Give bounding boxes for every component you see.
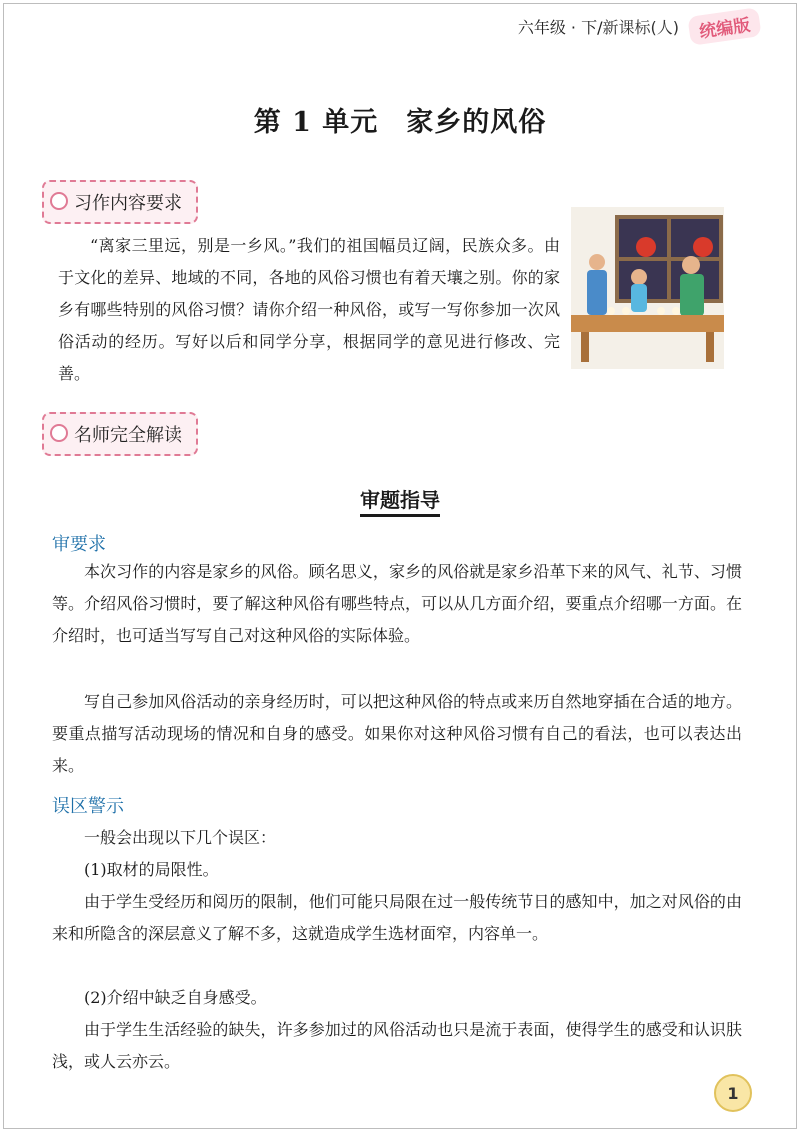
paragraph-5: 由于学生受经历和阅历的限制，他们可能只局限在过一般传统节日的感知中，加之对风俗的由来和所隐含的深层意义了解不多，这就造成学生选材面窄，内容单一。 — [52, 892, 742, 943]
paragraph-3: 一般会出现以下几个误区： — [84, 828, 277, 847]
tag-analysis — [42, 412, 198, 456]
page-number: 1 — [714, 1074, 752, 1112]
header-standard: 新课标(人) — [602, 18, 679, 37]
section-title — [0, 484, 800, 513]
running-header — [518, 12, 760, 41]
header-grade: 六年级 · 下/ — [517, 18, 603, 37]
section-title-text: 审题指导 — [360, 488, 440, 517]
paragraph-1: 本次习作的内容是家乡的风俗。顾名思义，家乡的风俗就是家乡沿革下来的风气、礼节、习惯等。介绍风俗习惯时，要了解这种风俗有哪些特点，可以从几方面介绍，要重点介绍哪一方面。在介绍时，也可适当写写自己对这种风俗的实际体验。 — [52, 562, 742, 645]
paragraph-2: 写自己参加风俗活动的亲身经历时，可以把这种风俗的特点或来历自然地穿插在合适的地方。要重点描写活动现场的情况和自身的感受。如果你对这种风俗习惯有自己的看法，也可以表达出来。 — [52, 692, 742, 775]
paragraph-6: (2)介绍中缺乏自身感受。 — [84, 988, 267, 1007]
edition-badge: 统编版 — [687, 7, 761, 46]
subhead-requirements: 审要求 — [52, 534, 106, 555]
paragraph-7: 由于学生生活经验的缺失，许多参加过的风俗活动也只是流于表面，使得学生的感受和认识肤浅，或人云亦云。 — [52, 1020, 742, 1071]
tag-requirements — [42, 180, 198, 224]
intro-paragraph: “离家三里远，别是一乡风。”我们的祖国幅员辽阔，民族众多。由于文化的差异、地域的不同，各地的风俗习惯也有着天壤之别。你的家乡有哪些特别的风俗习惯？请你介绍一种风俗，或写一写你参加一次风俗活动的经历。写好以后和同学分享，根据同学的意见进行修改、完善。 — [58, 236, 560, 383]
tag-requirements-label: 习作内容要求 — [74, 193, 182, 214]
page-title: 第 1 单元 家乡的风俗 — [253, 107, 547, 138]
family-illustration — [571, 207, 724, 369]
paragraph-4: (1)取材的局限性。 — [84, 860, 219, 879]
tag-dot-icon — [50, 192, 68, 210]
tag-analysis-label: 名师完全解读 — [74, 425, 182, 446]
tag-dot-icon — [50, 424, 68, 442]
subhead-pitfalls: 误区警示 — [52, 796, 124, 817]
